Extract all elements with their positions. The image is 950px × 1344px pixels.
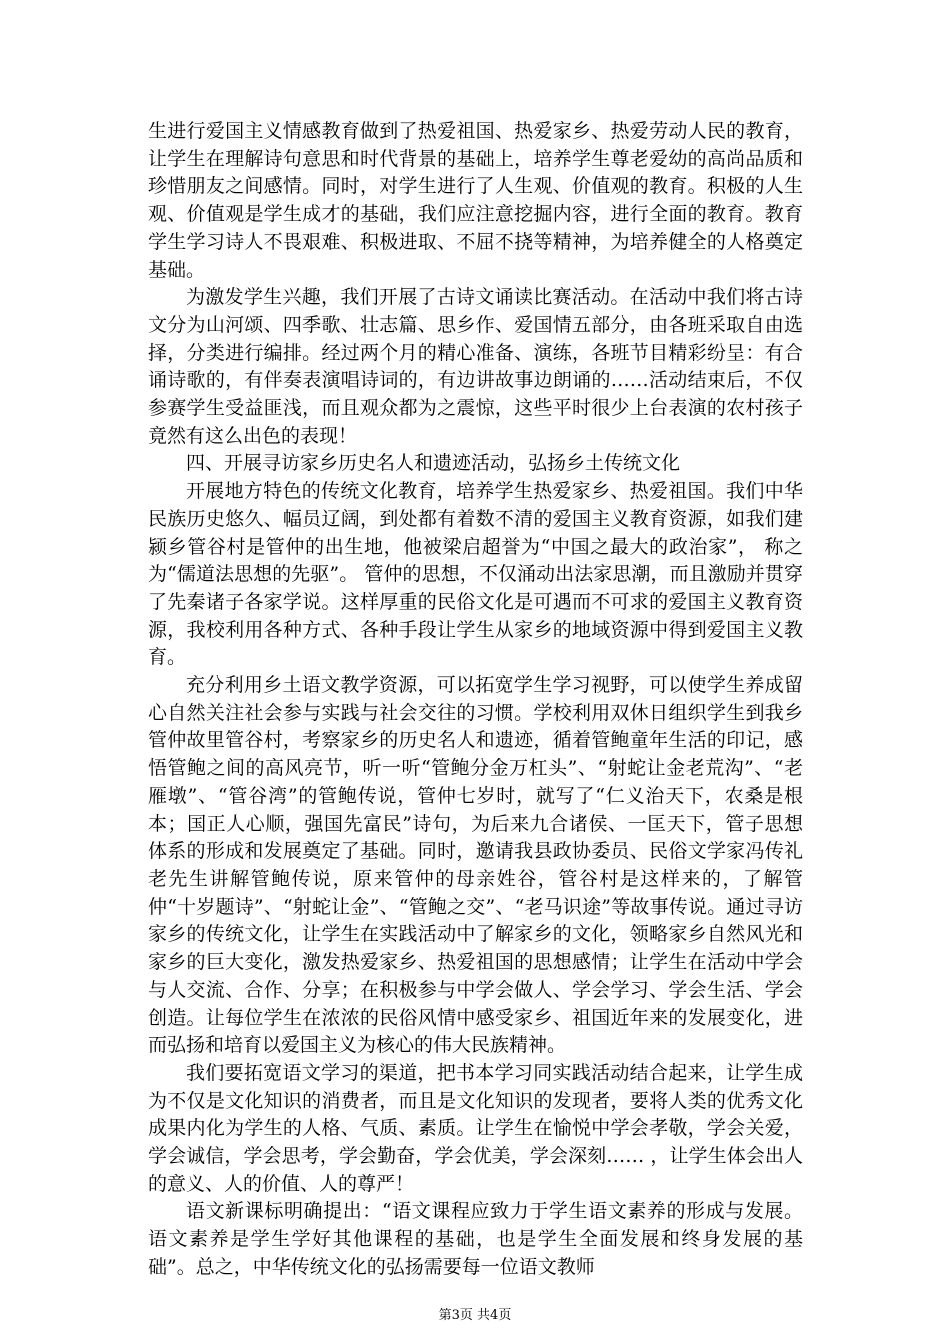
paragraph: 开展地方特色的传统文化教育，培养学生热爱家乡、热爱祖国。我们中华民族历史悠久、幅员辽阔，到处都有着数不清的爱国主义教育资源，如我们建颍乡管谷村是管仲的出生地，他被梁启超誉为“中国之最大的政治家”， 称之为“儒道法思想的先驱”。 管仲的思想，不仅涌动出法家思潮，而且激励并贯穿了先秦诸子各家学说。这样厚重的民俗文化是可遇而不可求的爱国主义教育资源，我校利用各种方式、各种手段让学生从家乡的地域资源中得到爱国主义教育。 [148, 480, 803, 669]
paragraph: 充分利用乡土语文教学资源，可以拓宽学生学习视野，可以使学生养成留心自然关注社会参与实践与社会交往的习惯。学校利用双休日组织学生到我乡管仲故里管谷村，考察家乡的历史名人和遗迹，循着管鲍童年生活的印记，感悟管鲍之间的高风亮节，听一听“管鲍分金万杠头”、“射蛇让金老荒沟”、“老雁墩”、“管谷湾”的管鲍传说，管仲七岁时，就写了“仁义治天下，农桑是根本；国正人心顺，强国先富民”诗句，为后来九合诸侯、一匡天下，管子思想体系的形成和发展奠定了基础。同时，邀请我县政协委员、民俗文学家冯传礼老先生讲解管鲍传说，原来管仲的母亲姓谷，管谷村是这样来的，了解管仲“十岁题诗”、“射蛇让金”、“管鲍之交”、“老马识途”等故事传说。通过寻访家乡的传统文化，让学生在实践活动中了解家乡的文化，领略家乡自然风光和家乡的巨大变化，激发热爱家乡、热爱祖国的思想感情；让学生在活动中学会与人交流、合作、分享；在积极参与中学会做人、学会学习、学会生活、学会创造。让每位学生在浓浓的民俗风情中感受家乡、祖国近年来的发展变化，进而弘扬和培育以爱国主义为核心的伟大民族精神。 [148, 674, 803, 1057]
page-footer: 第3页 共4页 [438, 1308, 512, 1323]
paragraph: 为激发学生兴趣，我们开展了古诗文诵读比赛活动。在活动中我们将古诗文分为山河颂、四季歌、壮志篇、思乡作、爱国情五部分，由各班采取自由选择，分类进行编排。经过两个月的精心准备、演练，各班节目精彩纷呈：有合诵诗歌的，有伴奏表演唱诗词的，有边讲故事边朗诵的……活动结束后，不仅参赛学生受益匪浅，而且观众都为之震惊，这些平时很少上台表演的农村孩子竟然有这么出色的表现！ [148, 286, 803, 447]
paragraph: 语文新课标明确提出：“语文课程应致力于学生语文素养的形成与发展。语文素养是学生学好其他课程的基础，也是学生全面发展和终身发展的基础”。总之，中华传统文化的弘扬需要每一位语文教师 [148, 1200, 803, 1278]
paragraph: 生进行爱国主义情感教育做到了热爱祖国、热爱家乡、热爱劳动人民的教育，让学生在理解诗句意思和时代背景的基础上，培养学生尊老爱幼的高尚品质和珍惜朋友之间感情。同时，对学生进行了人生观、价值观的教育。积极的人生观、价值观是学生成才的基础，我们应注意挖掘内容，进行全面的教育。教育学生学习诗人不畏艰难、积极进取、不屈不挠等精神，为培养健全的人格奠定基础。 [148, 120, 803, 281]
section-heading: 四、开展寻访家乡历史名人和遗迹活动，弘扬乡土传统文化 [186, 452, 681, 475]
paragraph: 我们要拓宽语文学习的渠道，把书本学习同实践活动结合起来，让学生成为不仅是文化知识的消费者，而且是文化知识的发现者，要将人类的优秀文化成果内化为学生的人格、气质、素质。让学生在愉悦中学会孝敬，学会关爱，学会诚信，学会思考，学会勤奋，学会优美，学会深刻…… ，让学生体会出人的意义、人的价值、人的尊严！ [148, 1061, 803, 1195]
document-body [148, 118, 803, 1282]
